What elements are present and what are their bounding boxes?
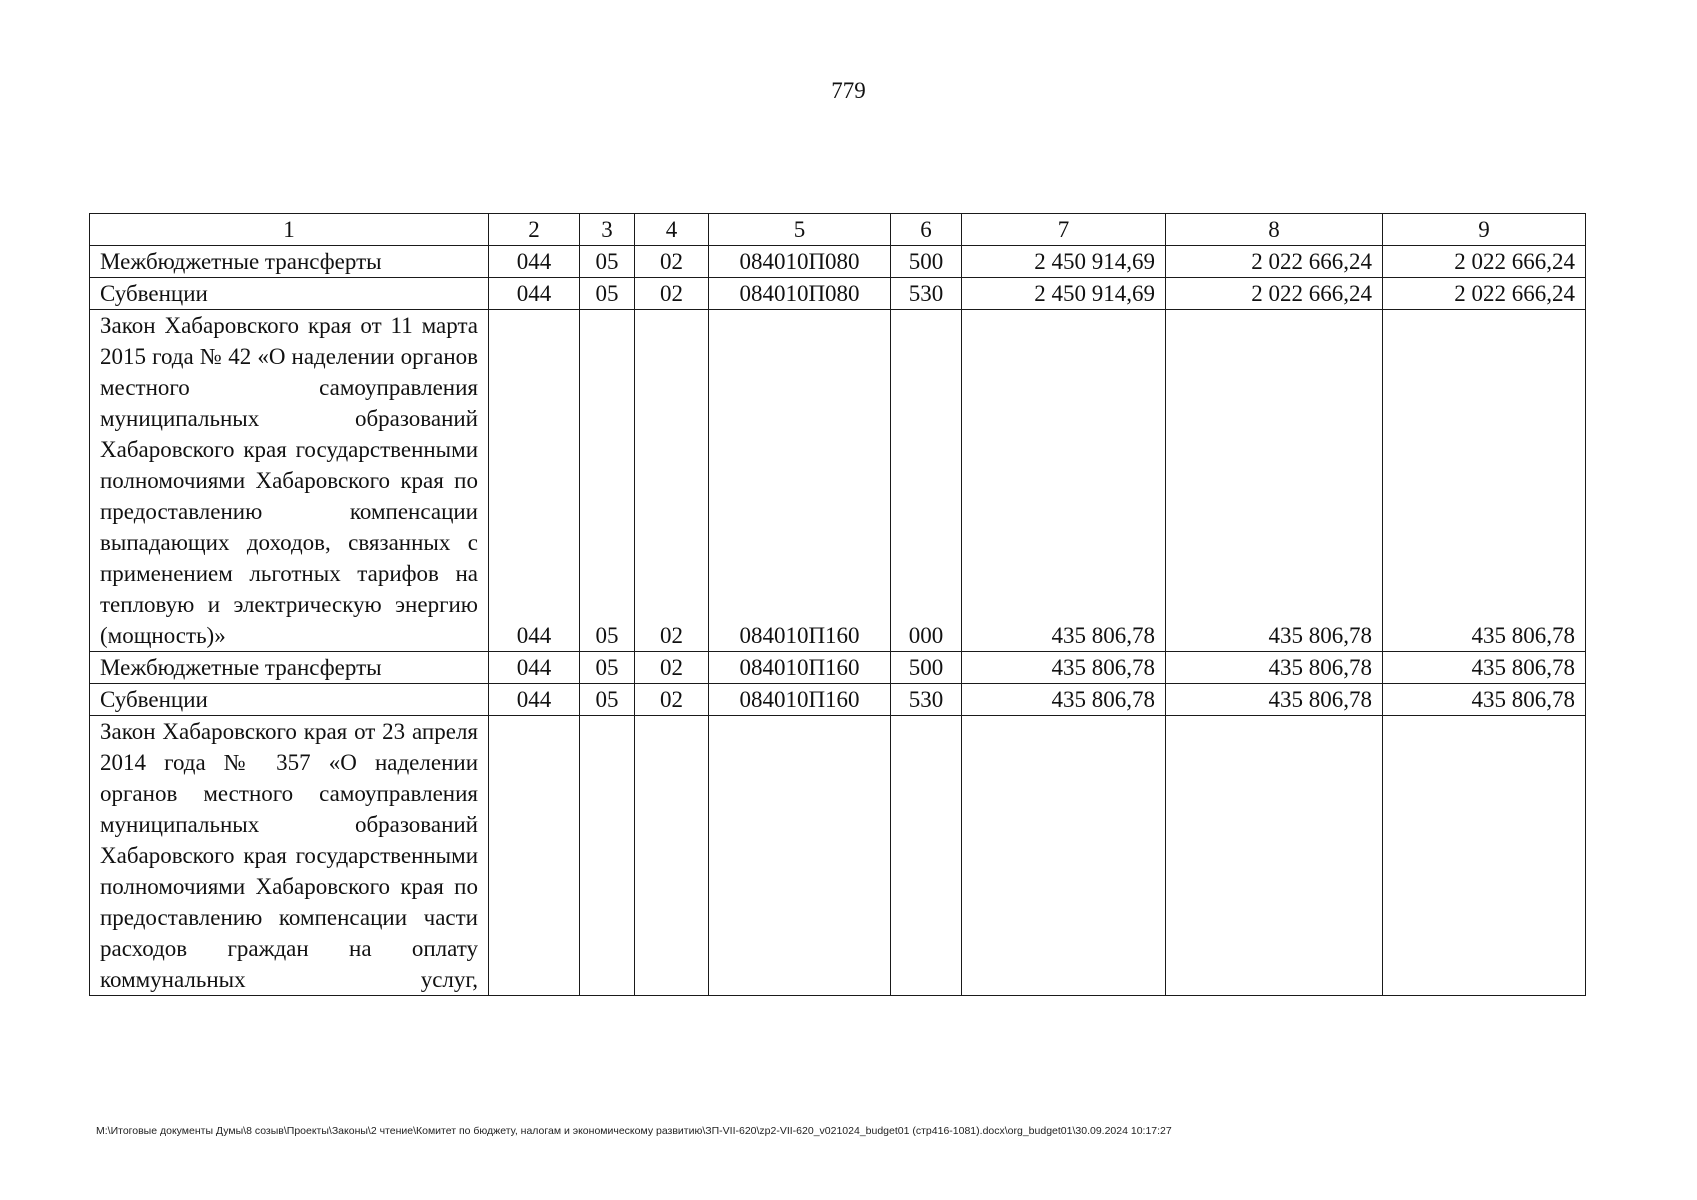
header-cell-2: 2	[489, 214, 580, 246]
row-code-5	[709, 716, 891, 996]
row-code-5: 084010П080	[709, 278, 891, 310]
row-code-4: 02	[635, 310, 709, 652]
header-cell-3: 3	[580, 214, 635, 246]
row-amount-9: 2 022 666,24	[1383, 278, 1586, 310]
row-code-2: 044	[489, 652, 580, 684]
table-row	[90, 310, 1586, 652]
header-cell-8: 8	[1166, 214, 1383, 246]
row-amount-7: 2 450 914,69	[962, 246, 1166, 278]
row-code-5: 084010П160	[709, 652, 891, 684]
row-code-2: 044	[489, 278, 580, 310]
header-cell-9: 9	[1383, 214, 1586, 246]
row-code-3: 05	[580, 246, 635, 278]
row-code-5: 084010П160	[709, 684, 891, 716]
row-code-6: 500	[891, 652, 962, 684]
row-amount-9: 435 806,78	[1383, 652, 1586, 684]
row-code-4: 02	[635, 684, 709, 716]
row-code-5: 084010П160	[709, 310, 891, 652]
header-cell-7: 7	[962, 214, 1166, 246]
row-code-6: 530	[891, 278, 962, 310]
row-name: Закон Хабаровского края от 23 апреля 2014 года № 357 «О наделении органов местного самоуправления муниципальных образований Хабаровского края государственными полномочиями Хабаровского края по предоставлению компенсации части расходов граждан на оплату коммунальных услуг,	[90, 716, 489, 996]
table-row	[90, 278, 1586, 310]
row-code-4: 02	[635, 246, 709, 278]
row-code-3: 05	[580, 684, 635, 716]
row-name: Субвенции	[90, 684, 489, 716]
header-cell-5: 5	[709, 214, 891, 246]
row-code-6	[891, 716, 962, 996]
row-amount-7: 435 806,78	[962, 684, 1166, 716]
row-code-6: 500	[891, 246, 962, 278]
header-cell-4: 4	[635, 214, 709, 246]
row-amount-8: 2 022 666,24	[1166, 246, 1383, 278]
row-code-3: 05	[580, 652, 635, 684]
row-amount-8: 435 806,78	[1166, 310, 1383, 652]
row-amount-9: 435 806,78	[1383, 684, 1586, 716]
row-amount-7: 435 806,78	[962, 310, 1166, 652]
row-code-4: 02	[635, 652, 709, 684]
header-cell-6: 6	[891, 214, 962, 246]
row-amount-7: 435 806,78	[962, 652, 1166, 684]
row-amount-9: 435 806,78	[1383, 310, 1586, 652]
row-amount-8: 2 022 666,24	[1166, 278, 1383, 310]
row-amount-9: 2 022 666,24	[1383, 246, 1586, 278]
table-row	[90, 716, 1586, 996]
header-cell-1: 1	[90, 214, 489, 246]
row-code-4	[635, 716, 709, 996]
row-amount-9	[1383, 716, 1586, 996]
document-path-footer: M:\Итоговые документы Думы\8 созыв\Проекты\Законы\2 чтение\Комитет по бюджету, налогам и экономическому развитию\ЗП-VII-620\zp2-VII-620_v021024_budget01 (стр416-1081).docx\org_budget01\30.09.2024 10:17:27	[96, 1125, 1172, 1137]
row-code-5: 084010П080	[709, 246, 891, 278]
table-row	[90, 652, 1586, 684]
table-header-row	[90, 214, 1586, 246]
row-code-2: 044	[489, 684, 580, 716]
row-code-6: 530	[891, 684, 962, 716]
row-code-2: 044	[489, 310, 580, 652]
page-number: 779	[831, 78, 866, 103]
row-code-4: 02	[635, 278, 709, 310]
row-amount-8: 435 806,78	[1166, 652, 1383, 684]
row-name: Межбюджетные трансферты	[90, 246, 489, 278]
row-amount-8: 435 806,78	[1166, 684, 1383, 716]
row-code-3: 05	[580, 310, 635, 652]
row-name: Межбюджетные трансферты	[90, 652, 489, 684]
row-name: Субвенции	[90, 278, 489, 310]
table-row	[90, 684, 1586, 716]
row-amount-8	[1166, 716, 1383, 996]
row-code-6: 000	[891, 310, 962, 652]
row-code-3	[580, 716, 635, 996]
budget-table	[89, 213, 1586, 996]
row-amount-7: 2 450 914,69	[962, 278, 1166, 310]
row-code-3: 05	[580, 278, 635, 310]
row-code-2: 044	[489, 246, 580, 278]
row-name: Закон Хабаровского края от 11 марта 2015 года № 42 «О наделении органов местного самоуправления муниципальных образований Хабаровского края государственными полномочиями Хабаровского края по предоставлению компенсации выпадающих доходов, связанных с применением льготных тарифов на тепловую и электрическую энергию (мощность)»	[90, 310, 489, 652]
row-amount-7	[962, 716, 1166, 996]
row-code-2	[489, 716, 580, 996]
table-row	[90, 246, 1586, 278]
